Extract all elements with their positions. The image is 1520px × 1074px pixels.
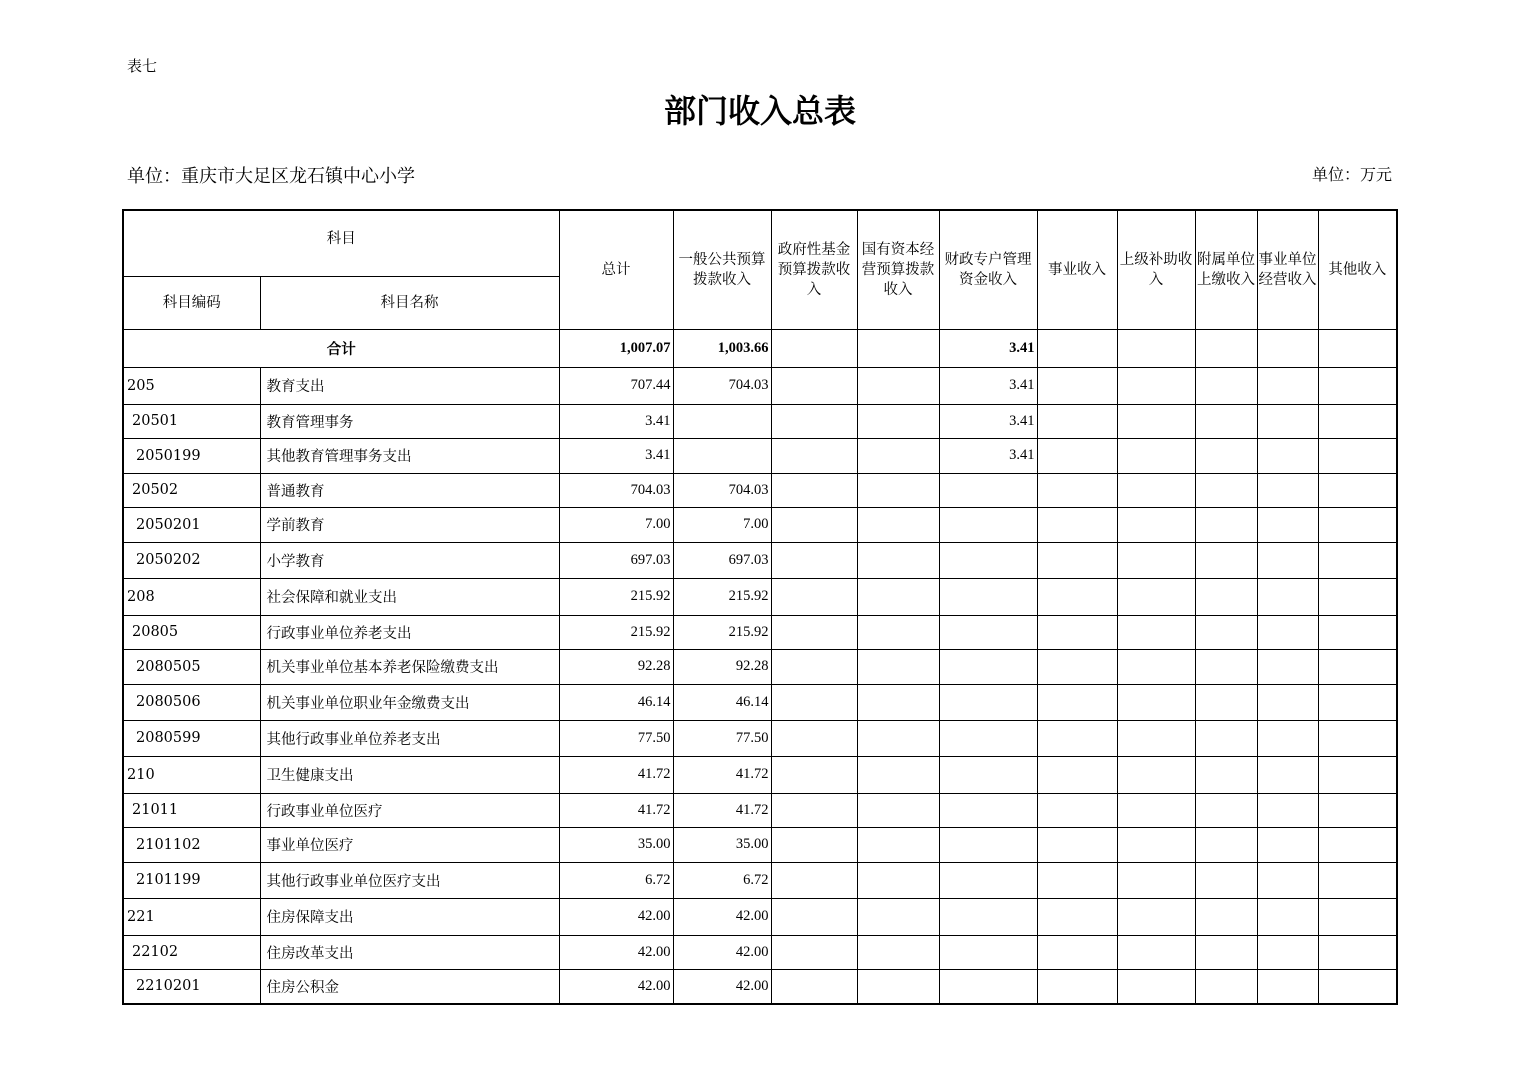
table-row [123,578,1397,615]
row-operation [1257,898,1318,935]
row-general [673,404,771,438]
row-special [939,898,1037,935]
row-business [1037,404,1117,438]
row-stateasset [857,720,939,756]
row-special [939,720,1037,756]
row-code: 2050199 [123,438,260,473]
row-other [1318,684,1397,720]
total-govfund [771,329,857,367]
row-affiliate [1195,438,1257,473]
row-general: 41.72 [673,756,771,793]
row-total: 3.41 [559,404,673,438]
header-code: 科目编码 [123,276,260,329]
row-name: 小学教育 [260,542,559,578]
row-code: 2210201 [123,969,260,1004]
row-superior [1117,649,1195,684]
row-code: 2050202 [123,542,260,578]
row-govfund [771,542,857,578]
row-govfund [771,473,857,507]
row-operation [1257,969,1318,1004]
row-name: 住房改革支出 [260,935,559,969]
row-code: 20501 [123,404,260,438]
total-other [1318,329,1397,367]
row-other [1318,862,1397,898]
row-govfund [771,615,857,649]
row-operation [1257,935,1318,969]
row-special [939,615,1037,649]
row-name: 其他教育管理事务支出 [260,438,559,473]
row-business [1037,473,1117,507]
row-name: 行政事业单位养老支出 [260,615,559,649]
row-business [1037,367,1117,404]
row-operation [1257,438,1318,473]
row-special [939,756,1037,793]
row-operation [1257,720,1318,756]
header-business-income: 事业收入 [1037,210,1117,329]
row-stateasset [857,756,939,793]
table-row [123,438,1397,473]
header-other-income: 其他收入 [1318,210,1397,329]
header-total: 总计 [559,210,673,329]
row-business [1037,898,1117,935]
row-stateasset [857,793,939,827]
row-other [1318,542,1397,578]
row-special [939,649,1037,684]
total-business [1037,329,1117,367]
row-operation [1257,367,1318,404]
total-superior [1117,329,1195,367]
row-stateasset [857,862,939,898]
row-code: 2050201 [123,507,260,542]
row-name: 普通教育 [260,473,559,507]
table-row [123,542,1397,578]
row-other [1318,793,1397,827]
row-affiliate [1195,898,1257,935]
row-code: 22102 [123,935,260,969]
row-total: 46.14 [559,684,673,720]
row-name: 其他行政事业单位养老支出 [260,720,559,756]
header-affiliate-income: 附属单位上缴收入 [1195,210,1257,329]
row-other [1318,649,1397,684]
row-other [1318,578,1397,615]
row-superior [1117,578,1195,615]
row-govfund [771,935,857,969]
row-superior [1117,898,1195,935]
row-total: 35.00 [559,827,673,862]
row-affiliate [1195,615,1257,649]
row-stateasset [857,507,939,542]
header-superior-subsidy: 上级补助收入 [1117,210,1195,329]
table-row [123,827,1397,862]
income-table [122,209,1398,1005]
row-general: 704.03 [673,367,771,404]
row-stateasset [857,473,939,507]
row-general: 704.03 [673,473,771,507]
row-superior [1117,756,1195,793]
row-general: 215.92 [673,615,771,649]
row-general: 7.00 [673,507,771,542]
unit-currency: 单位：万元 [1311,165,1392,184]
row-operation [1257,615,1318,649]
row-special [939,542,1037,578]
row-other [1318,438,1397,473]
row-code: 20805 [123,615,260,649]
row-special: 3.41 [939,438,1037,473]
row-operation [1257,684,1318,720]
row-special [939,793,1037,827]
row-govfund [771,404,857,438]
row-superior [1117,862,1195,898]
row-operation [1257,507,1318,542]
table-row [123,756,1397,793]
row-affiliate [1195,827,1257,862]
row-affiliate [1195,367,1257,404]
unit-organization: 单位：重庆市大足区龙石镇中心小学 [127,166,415,187]
row-special [939,827,1037,862]
row-other [1318,507,1397,542]
row-general: 35.00 [673,827,771,862]
header-special-account: 财政专户管理资金收入 [939,210,1037,329]
row-code: 2101102 [123,827,260,862]
row-stateasset [857,898,939,935]
row-other [1318,827,1397,862]
row-superior [1117,473,1195,507]
row-special [939,935,1037,969]
row-total: 42.00 [559,969,673,1004]
row-affiliate [1195,756,1257,793]
row-other [1318,615,1397,649]
row-superior [1117,507,1195,542]
row-business [1037,684,1117,720]
row-business [1037,793,1117,827]
row-general [673,438,771,473]
row-name: 其他行政事业单位医疗支出 [260,862,559,898]
row-special: 3.41 [939,367,1037,404]
row-operation [1257,578,1318,615]
row-superior [1117,969,1195,1004]
row-business [1037,578,1117,615]
row-special [939,969,1037,1004]
row-other [1318,898,1397,935]
row-affiliate [1195,720,1257,756]
row-superior [1117,793,1195,827]
row-govfund [771,438,857,473]
table-row [123,649,1397,684]
row-govfund [771,507,857,542]
row-affiliate [1195,473,1257,507]
row-stateasset [857,969,939,1004]
row-business [1037,827,1117,862]
row-code: 210 [123,756,260,793]
row-stateasset [857,684,939,720]
table-number: 表七 [127,57,158,75]
row-name: 机关事业单位基本养老保险缴费支出 [260,649,559,684]
row-stateasset [857,827,939,862]
row-operation [1257,862,1318,898]
row-stateasset [857,367,939,404]
row-business [1037,438,1117,473]
row-superior [1117,684,1195,720]
row-total: 42.00 [559,898,673,935]
table-row [123,862,1397,898]
row-business [1037,720,1117,756]
row-total: 697.03 [559,542,673,578]
row-operation [1257,793,1318,827]
row-total: 42.00 [559,935,673,969]
row-special [939,684,1037,720]
row-code: 2080599 [123,720,260,756]
row-name: 行政事业单位医疗 [260,793,559,827]
row-stateasset [857,649,939,684]
row-operation [1257,827,1318,862]
table-row [123,720,1397,756]
header-name: 科目名称 [260,276,559,329]
page-title: 部门收入总表 [663,92,856,130]
table-row [123,367,1397,404]
row-name: 住房公积金 [260,969,559,1004]
row-general: 41.72 [673,793,771,827]
row-general: 215.92 [673,578,771,615]
total-row [123,329,1397,367]
row-business [1037,935,1117,969]
row-general: 46.14 [673,684,771,720]
header-subject: 科目 [123,210,559,276]
row-name: 教育管理事务 [260,404,559,438]
row-total: 41.72 [559,756,673,793]
row-operation [1257,756,1318,793]
row-other [1318,969,1397,1004]
row-total: 215.92 [559,578,673,615]
row-code: 2101199 [123,862,260,898]
row-total: 707.44 [559,367,673,404]
row-superior [1117,615,1195,649]
row-general: 6.72 [673,862,771,898]
row-total: 3.41 [559,438,673,473]
table-row [123,935,1397,969]
row-special [939,862,1037,898]
header-operation-income: 事业单位经营收入 [1257,210,1318,329]
row-business [1037,507,1117,542]
table-row [123,615,1397,649]
row-govfund [771,969,857,1004]
row-special [939,578,1037,615]
row-business [1037,756,1117,793]
row-affiliate [1195,507,1257,542]
row-govfund [771,367,857,404]
row-affiliate [1195,969,1257,1004]
row-name: 事业单位医疗 [260,827,559,862]
row-other [1318,935,1397,969]
row-general: 697.03 [673,542,771,578]
row-govfund [771,827,857,862]
row-stateasset [857,615,939,649]
row-affiliate [1195,935,1257,969]
total-stateasset [857,329,939,367]
row-total: 7.00 [559,507,673,542]
row-name: 学前教育 [260,507,559,542]
row-govfund [771,578,857,615]
total-general: 1,003.66 [673,329,771,367]
row-affiliate [1195,578,1257,615]
row-superior [1117,542,1195,578]
table-row [123,793,1397,827]
table-row [123,969,1397,1004]
row-code: 205 [123,367,260,404]
row-stateasset [857,404,939,438]
row-operation [1257,542,1318,578]
row-other [1318,473,1397,507]
row-superior [1117,404,1195,438]
row-code: 208 [123,578,260,615]
row-superior [1117,720,1195,756]
row-stateasset [857,542,939,578]
row-superior [1117,827,1195,862]
total-special: 3.41 [939,329,1037,367]
row-total: 215.92 [559,615,673,649]
row-superior [1117,438,1195,473]
total-label: 合计 [123,329,559,367]
row-affiliate [1195,649,1257,684]
row-stateasset [857,438,939,473]
row-affiliate [1195,542,1257,578]
row-total: 92.28 [559,649,673,684]
row-name: 卫生健康支出 [260,756,559,793]
row-affiliate [1195,862,1257,898]
row-govfund [771,649,857,684]
row-total: 77.50 [559,720,673,756]
header-general-budget: 一般公共预算拨款收入 [673,210,771,329]
row-code: 221 [123,898,260,935]
row-business [1037,615,1117,649]
row-superior [1117,935,1195,969]
row-affiliate [1195,684,1257,720]
row-name: 住房保障支出 [260,898,559,935]
table-row [123,507,1397,542]
row-total: 41.72 [559,793,673,827]
row-operation [1257,473,1318,507]
row-general: 42.00 [673,898,771,935]
row-code: 21011 [123,793,260,827]
row-general: 77.50 [673,720,771,756]
row-total: 704.03 [559,473,673,507]
table-row [123,684,1397,720]
row-operation [1257,649,1318,684]
row-name: 教育支出 [260,367,559,404]
row-special [939,473,1037,507]
table-row [123,473,1397,507]
row-name: 社会保障和就业支出 [260,578,559,615]
row-govfund [771,862,857,898]
row-other [1318,367,1397,404]
row-total: 6.72 [559,862,673,898]
row-special [939,507,1037,542]
row-other [1318,756,1397,793]
row-govfund [771,684,857,720]
row-business [1037,862,1117,898]
row-special: 3.41 [939,404,1037,438]
row-other [1318,720,1397,756]
row-code: 2080505 [123,649,260,684]
table-row [123,404,1397,438]
row-affiliate [1195,793,1257,827]
row-code: 20502 [123,473,260,507]
row-govfund [771,793,857,827]
row-affiliate [1195,404,1257,438]
row-general: 42.00 [673,935,771,969]
row-stateasset [857,935,939,969]
table-row [123,898,1397,935]
row-other [1318,404,1397,438]
total-sum: 1,007.07 [559,329,673,367]
row-govfund [771,898,857,935]
row-business [1037,969,1117,1004]
row-business [1037,649,1117,684]
row-operation [1257,404,1318,438]
row-code: 2080506 [123,684,260,720]
row-stateasset [857,578,939,615]
row-govfund [771,720,857,756]
row-business [1037,542,1117,578]
row-general: 42.00 [673,969,771,1004]
row-name: 机关事业单位职业年金缴费支出 [260,684,559,720]
total-operation [1257,329,1318,367]
header-state-asset: 国有资本经营预算拨款收入 [857,210,939,329]
row-superior [1117,367,1195,404]
header-gov-fund: 政府性基金预算拨款收入 [771,210,857,329]
total-affiliate [1195,329,1257,367]
row-govfund [771,756,857,793]
row-general: 92.28 [673,649,771,684]
